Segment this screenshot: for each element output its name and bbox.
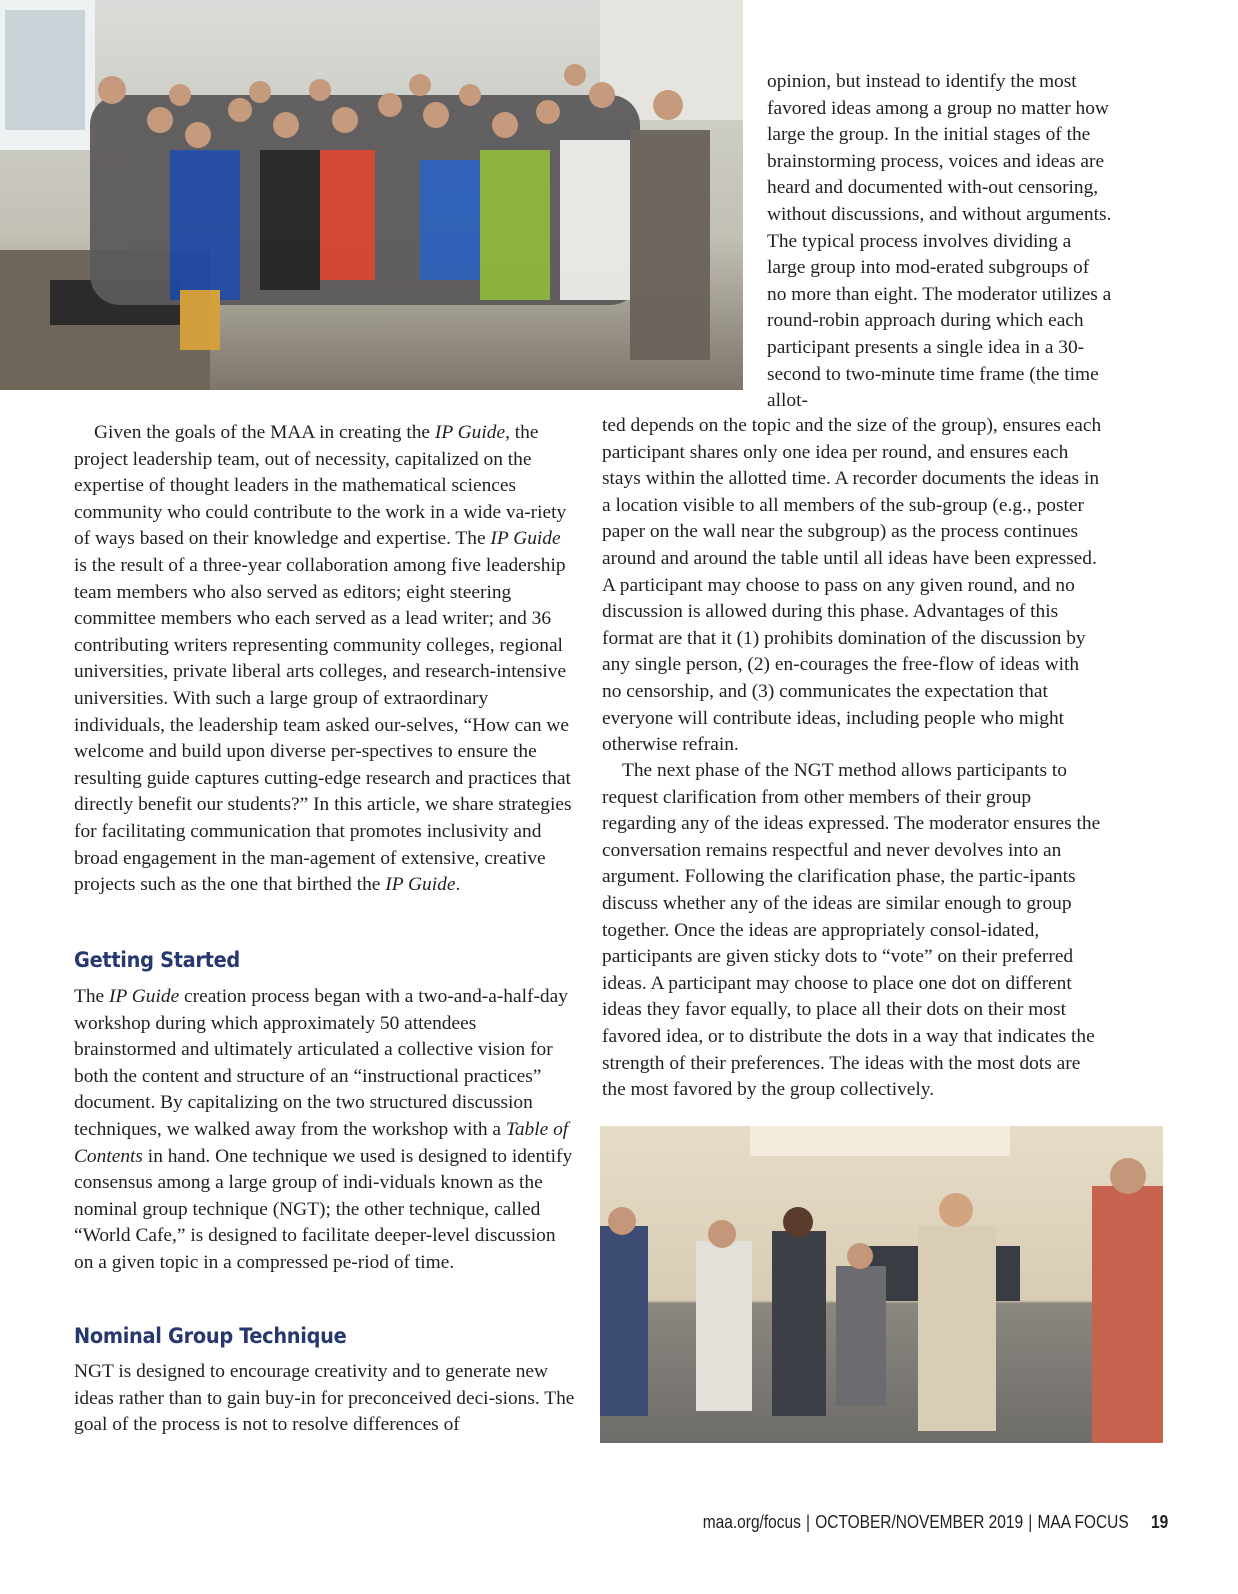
footer-separator: | bbox=[805, 1512, 810, 1532]
footer-magazine: MAA FOCUS bbox=[1037, 1512, 1129, 1532]
section-heading-nominal-group-technique: Nominal Group Technique bbox=[74, 1324, 347, 1349]
page-number: 19 bbox=[1150, 1512, 1168, 1532]
right-column-paragraph-1: ted depends on the topic and the size of the group), ensures each participant shares only one idea per round, and ensures each stays within the allotted time. A recorder documents the ideas in a location visible to all members of the sub-group (e.g., poster paper on the wall near the subgroup) as the process continues around and around the table until all ideas have been expressed. A participant may choose to pass on any given round, and no discussion is allowed during this phase. Advantages of this format are that it (1) prohibits domination of the discussion by any single person, (2) en-courages the free-flow of ideas with no censorship, and (3) communicates the expectation that everyone will contribute ideas, including people who might otherwise refrain. bbox=[602, 415, 1102, 756]
left-paragraph-intro: Given the goals of the MAA in creating the IP Guide, the project leadership team, out of necessity, capitalized on the expertise of thought leaders in the mathematical sciences community who could contribute to the work in a wide va-riety of ways based on their knowledge and expertise. The IP Guide is the result of a three-year collaboration among five leadership team members who also served as editors; eight steering committee members who each served as a lead writer; and 36 contributing writers representing community colleges, regional universities, private liberal arts colleges, and research-intensive universities. With such a large group of extraordinary individuals, the leadership team asked our-selves, “How can we welcome and build upon diverse per-spectives to ensure the resulting guide captures cutting-edge research and practices that directly benefit our students?” In this article, we share strategies for facilitating communication that promotes inclusivity and broad engagement in the man-agement of extensive, creative projects such as the one that birthed the IP Guide. bbox=[74, 422, 572, 896]
top-photo bbox=[0, 0, 743, 390]
left-paragraph-getting-started: The IP Guide creation process began with a two-and-a-half-day workshop during which approximately 50 attendees brainstormed and ultimately articulated a collective vision for both the content and structure of an “instructional practices” document. By capitalizing on the two structured discussion techniques, we walked away from the workshop with a Table of Contents in hand. One technique we used is designed to identify consensus among a large group of indi-viduals known as the nominal group technique (NGT); the other technique, called “World Cafe,” is designed to facilitate deeper-level discussion on a given topic in a compressed pe-riod of time. bbox=[74, 986, 573, 1273]
bottom-photo-image bbox=[600, 1126, 1163, 1443]
page-footer bbox=[703, 1512, 1168, 1533]
section-heading-getting-started: Getting Started bbox=[74, 948, 240, 973]
left-paragraph-ngt: NGT is designed to encourage creativity and to generate new ideas rather than to gain buy-in for preconceived deci-sions. The goal of the process is not to resolve differences of bbox=[74, 1361, 575, 1436]
top-photo-image bbox=[0, 0, 743, 390]
bottom-photo bbox=[600, 1126, 1163, 1443]
right-column-paragraph-2: The next phase of the NGT method allows participants to request clarification from other members of their group regarding any of the ideas expressed. The moderator ensures the conversation remains respectful and never devolves into an argument. Following the clarification phase, the partic-ipants discuss whether any of the ideas are similar enough to group together. Once the ideas are appropriately consol-idated, participants are given sticky dots to “vote” on their preferred ideas. A participant may choose to place one dot on different ideas they favor equally, to place all their dots on their most favored idea, or to distribute the dots in a way that indicates the strength of their preferences. The ideas with the most dots are the most favored by the group collectively. bbox=[602, 760, 1101, 1101]
footer-url[interactable]: maa.org/focus bbox=[702, 1512, 801, 1532]
footer-issue: OCTOBER/NOVEMBER 2019 bbox=[814, 1512, 1023, 1532]
footer-separator: | bbox=[1028, 1512, 1033, 1532]
right-column-top-text: opinion, but instead to identify the most favored ideas among a group no matter how large the group. In the initial stages of the brainstorming process, voices and ideas are heard and documented with-out censoring, without discussions, and without arguments. The typical process involves dividing a large group into mod-erated subgroups of no more than eight. The moderator utilizes a round-robin approach during which each participant presents a single idea in a 30-second to two-minute time frame (the time allot- bbox=[767, 71, 1112, 412]
